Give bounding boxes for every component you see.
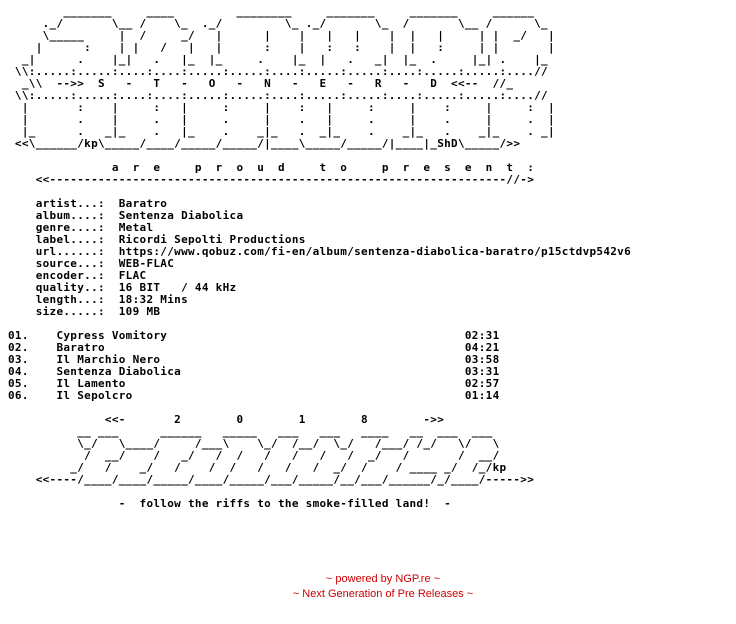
nfo-line: a r e p r o u d t o p r e s e n t : [8,161,535,174]
nfo-line: \\:.....:.....:....:....:.....:.....:....:.....:.....:....:.....:.....:....// [8,89,548,102]
nfo-line: length...: 18:32 Mins [8,293,188,306]
nfo-line: 01. Cypress Vomitory 02:31 [8,329,500,342]
nfo-line: |_ . _|_ . |_ . _|_ . _|_ . _|_ . _|_ . _| [8,125,555,138]
footer-powered-by: ~ powered by NGP.re ~ [325,573,441,585]
nfo-line: | : | | / | | : | : : | | : | | | [8,41,555,54]
nfo-line: ._/ \__ / \_ ._/ \_ ._/ \_ / \__ / \_ [8,17,548,30]
ngp-footer [0,572,736,602]
nfo-line: <<----/____/____/_____/____/_____/___/_____/__/___/______/_/____/----->> [8,473,535,486]
nfo-line: __ ___ ______ _____ ___ ___ ____ __ ___ ___ [8,425,493,438]
nfo-line: genre....: Metal [8,221,154,234]
nfo-line: - follow the riffs to the smoke-filled land! - [8,497,452,510]
nfo-line: label....: Ricordi Sepolti Productions [8,233,306,246]
nfo-line: | : | : | : | : | : | : | : | [8,101,555,114]
nfo-line: 02. Baratro 04:21 [8,341,500,354]
nfo-line: 04. Sentenza Diabolica 03:31 [8,365,500,378]
nfo-line: _| . |_| . |_ |_ . |_ | . _| |_ . |_| . |_ [8,53,548,66]
nfo-line: quality..: 16 BIT / 44 kHz [8,281,237,294]
nfo-line: / __/ / _/ / / / / / / _/ / / __/ [8,449,500,462]
nfo-line: 06. Il Sepolcro 01:14 [8,389,500,402]
nfo-line: \_/ \____/ /___\ \_/ /__/ \_/ /___/ /_/ \/ \ [8,437,500,450]
nfo-line: 05. Il Lamento 02:57 [8,377,500,390]
nfo-line: source...: WEB-FLAC [8,257,175,270]
nfo-line: <<- 2 0 1 8 ->> [8,413,445,426]
nfo-line: album....: Sentenza Diabolica [8,209,244,222]
footer-tagline: ~ Next Generation of Pre Releases ~ [292,588,474,600]
nfo-line: <<\______/kp\_____/____/_____/_____/|____\_____/_____/|____|_ShD\_____/>> [8,137,521,150]
nfo-line: _______ ____ ________ _______ _______ ______ [8,5,542,18]
nfo-line: _\\ -->> S - T - O - N - E - R - D <<-- //_ [8,77,514,90]
nfo-line: artist...: Baratro [8,197,168,210]
nfo-line: \_____ | / _/ | | | | | | | | | | _/ | [8,29,555,42]
nfo-line: _/ / _/ / / / / / / _/ / / ____ _/ /_/kp [8,461,507,474]
nfo-line: size.....: 109 MB [8,305,161,318]
nfo-line: encoder..: FLAC [8,269,147,282]
nfo-line: | . | . | . | . | . | . | . | [8,113,555,126]
nfo-line: 03. Il Marchio Nero 03:58 [8,353,500,366]
nfo-line: <<------------------------------------------------------------------//-> [8,173,535,186]
nfo-text-block [8,6,631,510]
nfo-line: url......: https://www.qobuz.com/fi-en/album/sentenza-diabolica-baratro/p15ctdvp542v6 [8,245,632,258]
nfo-line: \\:.....:.....:....:....:.....:.....:....:.....:.....:....:.....:.....:....// [8,65,548,78]
